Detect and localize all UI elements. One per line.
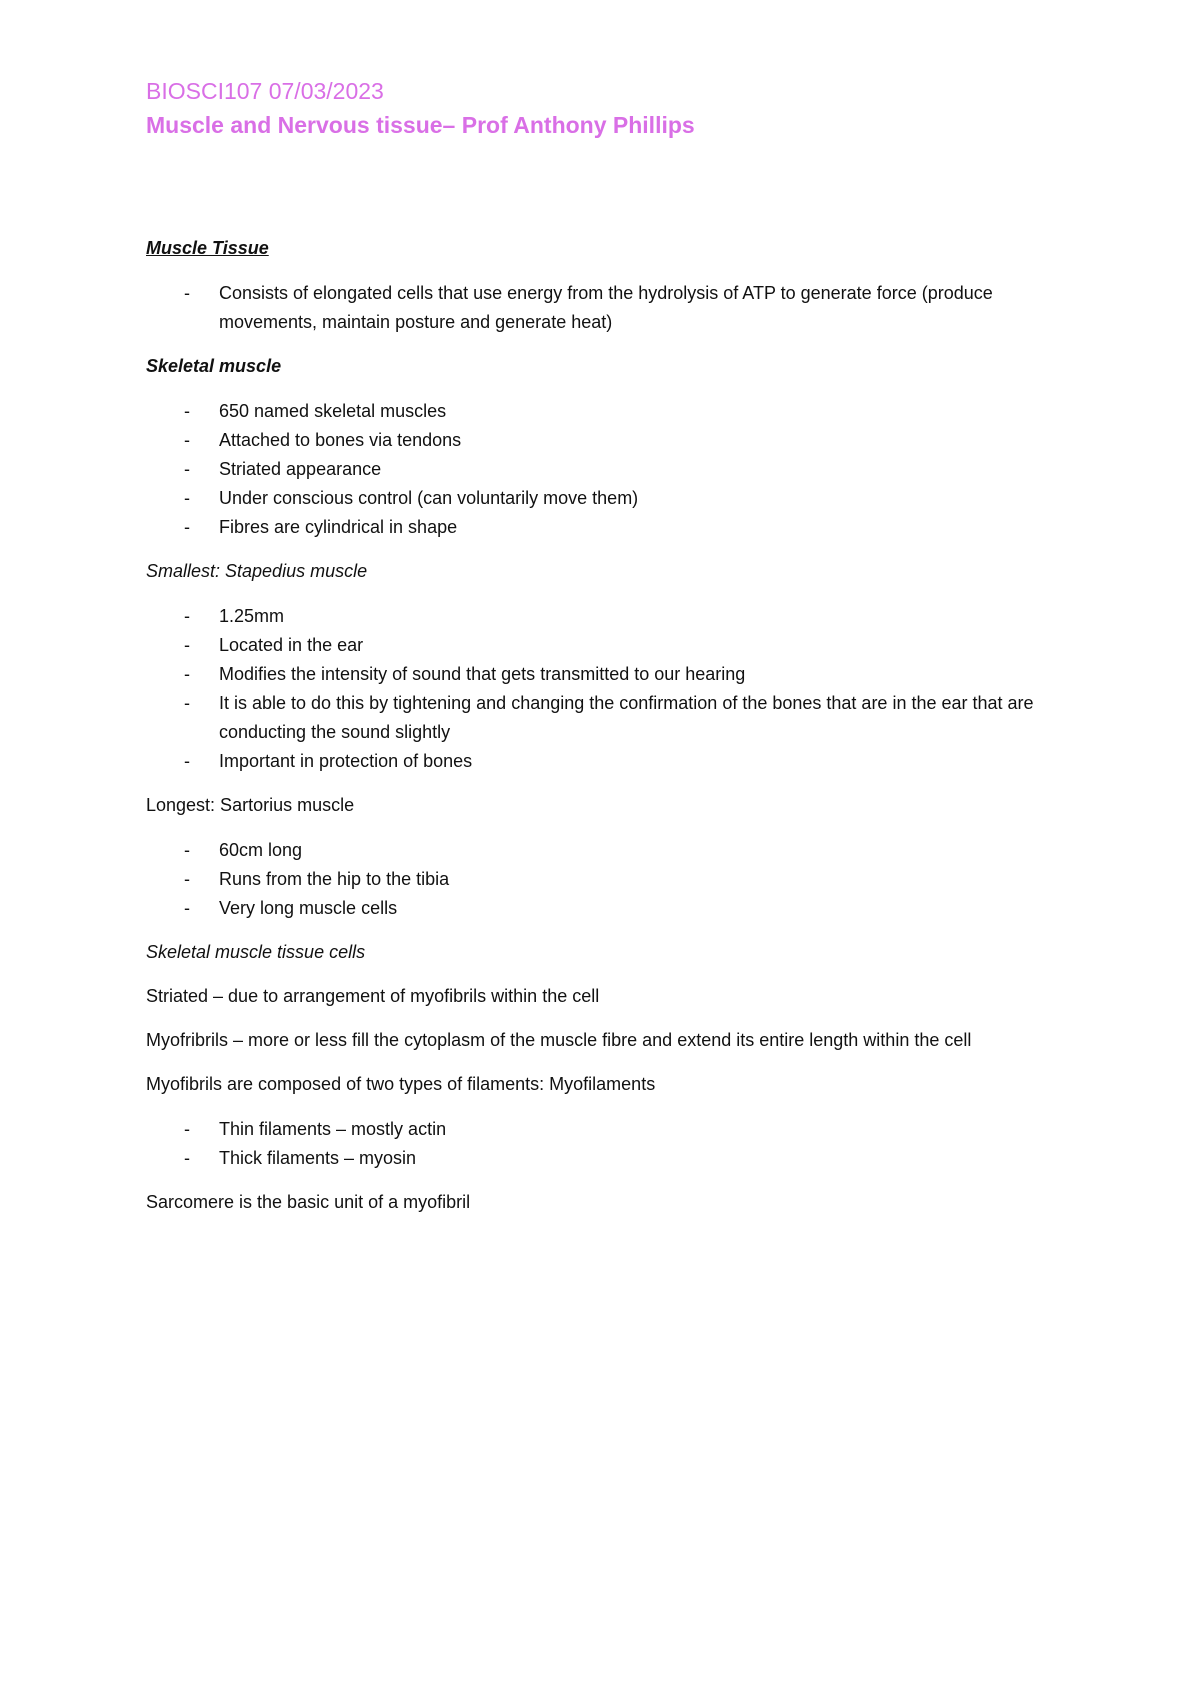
list-item-text: Thin filaments – mostly actin	[219, 1119, 447, 1139]
list-item-text: Very long muscle cells	[219, 898, 398, 918]
list-item	[146, 894, 1049, 923]
list-item	[146, 279, 1049, 337]
dash-bullet: -	[184, 517, 190, 537]
list-item	[146, 513, 1049, 542]
list-item	[146, 455, 1049, 484]
lecture-title-heading: Muscle and Nervous tissue– Prof Anthony Phillips	[146, 112, 695, 138]
sarcomere-paragraph: Sarcomere is the basic unit of a myofibril	[146, 1192, 471, 1212]
myofilaments-paragraph: Myofibrils are composed of two types of filaments: Myofilaments	[146, 1074, 656, 1094]
list-item	[146, 1115, 1049, 1144]
dash-bullet: -	[184, 635, 190, 655]
list-item-text: 60cm long	[219, 840, 303, 860]
dash-bullet: -	[184, 459, 190, 479]
list-item-text: Thick filaments – myosin	[219, 1148, 417, 1168]
tissue-cells-heading: Skeletal muscle tissue cells	[146, 942, 366, 962]
dash-bullet: -	[184, 840, 190, 860]
skeletal-muscle-heading: Skeletal muscle	[146, 356, 282, 376]
list-item	[146, 426, 1049, 455]
list-item-text: Fibres are cylindrical in shape	[219, 517, 458, 537]
list-item	[146, 631, 1049, 660]
dash-bullet: -	[184, 1148, 190, 1168]
smallest-muscle-heading: Smallest: Stapedius muscle	[146, 561, 368, 581]
dash-bullet: -	[184, 401, 190, 421]
skeletal-muscle-list	[146, 397, 1080, 542]
course-date-heading: BIOSCI107 07/03/2023	[146, 78, 384, 104]
list-item-text: Located in the ear	[219, 635, 364, 655]
muscle-tissue-list	[146, 279, 1080, 337]
dash-bullet: -	[184, 430, 190, 450]
list-item-text: Under conscious control (can voluntarily move them)	[219, 488, 639, 508]
list-item	[146, 397, 1049, 426]
dash-bullet: -	[184, 693, 190, 713]
list-item	[146, 689, 1049, 747]
longest-muscle-heading: Longest: Sartorius muscle	[146, 795, 355, 815]
muscle-tissue-heading: Muscle Tissue	[146, 238, 269, 258]
dash-bullet: -	[184, 283, 190, 303]
list-item-text: Important in protection of bones	[219, 751, 473, 771]
list-item	[146, 747, 1049, 776]
list-item-text: Consists of elongated cells that use energy from the hydrolysis of ATP to generate force (produce movements, maintain posture and generate heat)	[219, 283, 993, 332]
dash-bullet: -	[184, 606, 190, 626]
list-item	[146, 660, 1049, 689]
filaments-list	[146, 1115, 1080, 1173]
dash-bullet: -	[184, 488, 190, 508]
list-item-text: Striated appearance	[219, 459, 382, 479]
list-item	[146, 602, 1049, 631]
list-item-text: Modifies the intensity of sound that gets transmitted to our hearing	[219, 664, 746, 684]
dash-bullet: -	[184, 751, 190, 771]
list-item	[146, 865, 1049, 894]
striated-paragraph: Striated – due to arrangement of myofibrils within the cell	[146, 986, 600, 1006]
longest-muscle-list	[146, 836, 1080, 923]
smallest-muscle-list	[146, 602, 1080, 776]
list-item-text: It is able to do this by tightening and changing the confirmation of the bones that are in the ear that are conducting the sound slightly	[219, 693, 1034, 742]
list-item-text: 650 named skeletal muscles	[219, 401, 447, 421]
list-item	[146, 484, 1049, 513]
list-item-text: 1.25mm	[219, 606, 285, 626]
list-item	[146, 836, 1049, 865]
myofibrils-paragraph: Myofribrils – more or less fill the cytoplasm of the muscle fibre and extend its entire length within the cell	[146, 1030, 972, 1050]
list-item	[146, 1144, 1049, 1173]
dash-bullet: -	[184, 869, 190, 889]
dash-bullet: -	[184, 1119, 190, 1139]
list-item-text: Runs from the hip to the tibia	[219, 869, 450, 889]
dash-bullet: -	[184, 898, 190, 918]
list-item-text: Attached to bones via tendons	[219, 430, 462, 450]
dash-bullet: -	[184, 664, 190, 684]
